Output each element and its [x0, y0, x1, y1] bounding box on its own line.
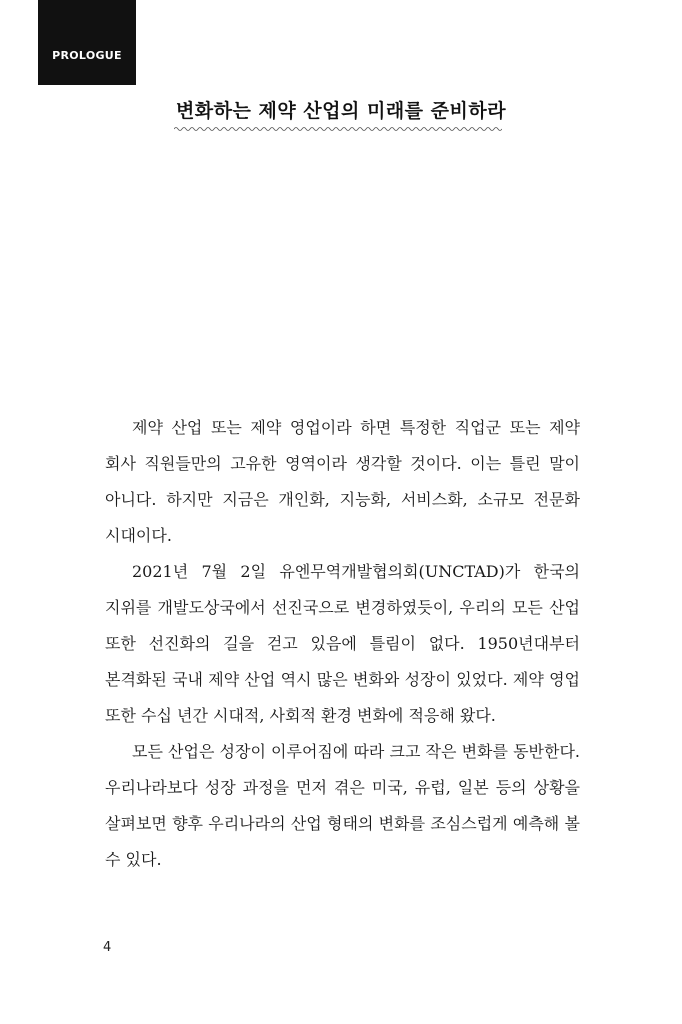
page-number: 4 — [103, 940, 112, 955]
section-tab — [38, 0, 136, 85]
title-underline — [174, 126, 502, 132]
paragraph-2: 2021년 7월 2일 유엔무역개발협의회(UNCTAD)가 한국의 지위를 개발도상국에서 선진국으로 변경하였듯이, 우리의 모든 산업 또한 선진화의 길을 걷고 있음에 틀림이 없다. 1950년대부터 본격화된 국내 제약 산업 역시 많은 변화와 성장이 있었다. 제약 영업 또한 수십 년간 시대적, 사회적 환경 변화에 적응해 왔다. — [105, 562, 580, 725]
section-tab-label: PROLOGUE — [52, 49, 122, 62]
paragraph-3: 모든 산업은 성장이 이루어짐에 따라 크고 작은 변화를 동반한다. 우리나라보다 성장 과정을 먼저 겪은 미국, 유럽, 일본 등의 상황을 살펴보면 향후 우리나라의 산업 형태의 변화를 조심스럽게 예측해 볼 수 있다. — [105, 742, 580, 869]
chapter-header — [0, 96, 682, 123]
chapter-title: 변화하는 제약 산업의 미래를 준비하라 — [175, 100, 507, 122]
paragraph-1: 제약 산업 또는 제약 영업이라 하면 특정한 직업군 또는 제약 회사 직원들만의 고유한 영역이라 생각할 것이다. 이는 틀린 말이 아니다. 하지만 지금은 개인화, 지능화, 서비스화, 소규모 전문화 시대이다. — [105, 418, 580, 545]
body-text — [105, 410, 580, 878]
